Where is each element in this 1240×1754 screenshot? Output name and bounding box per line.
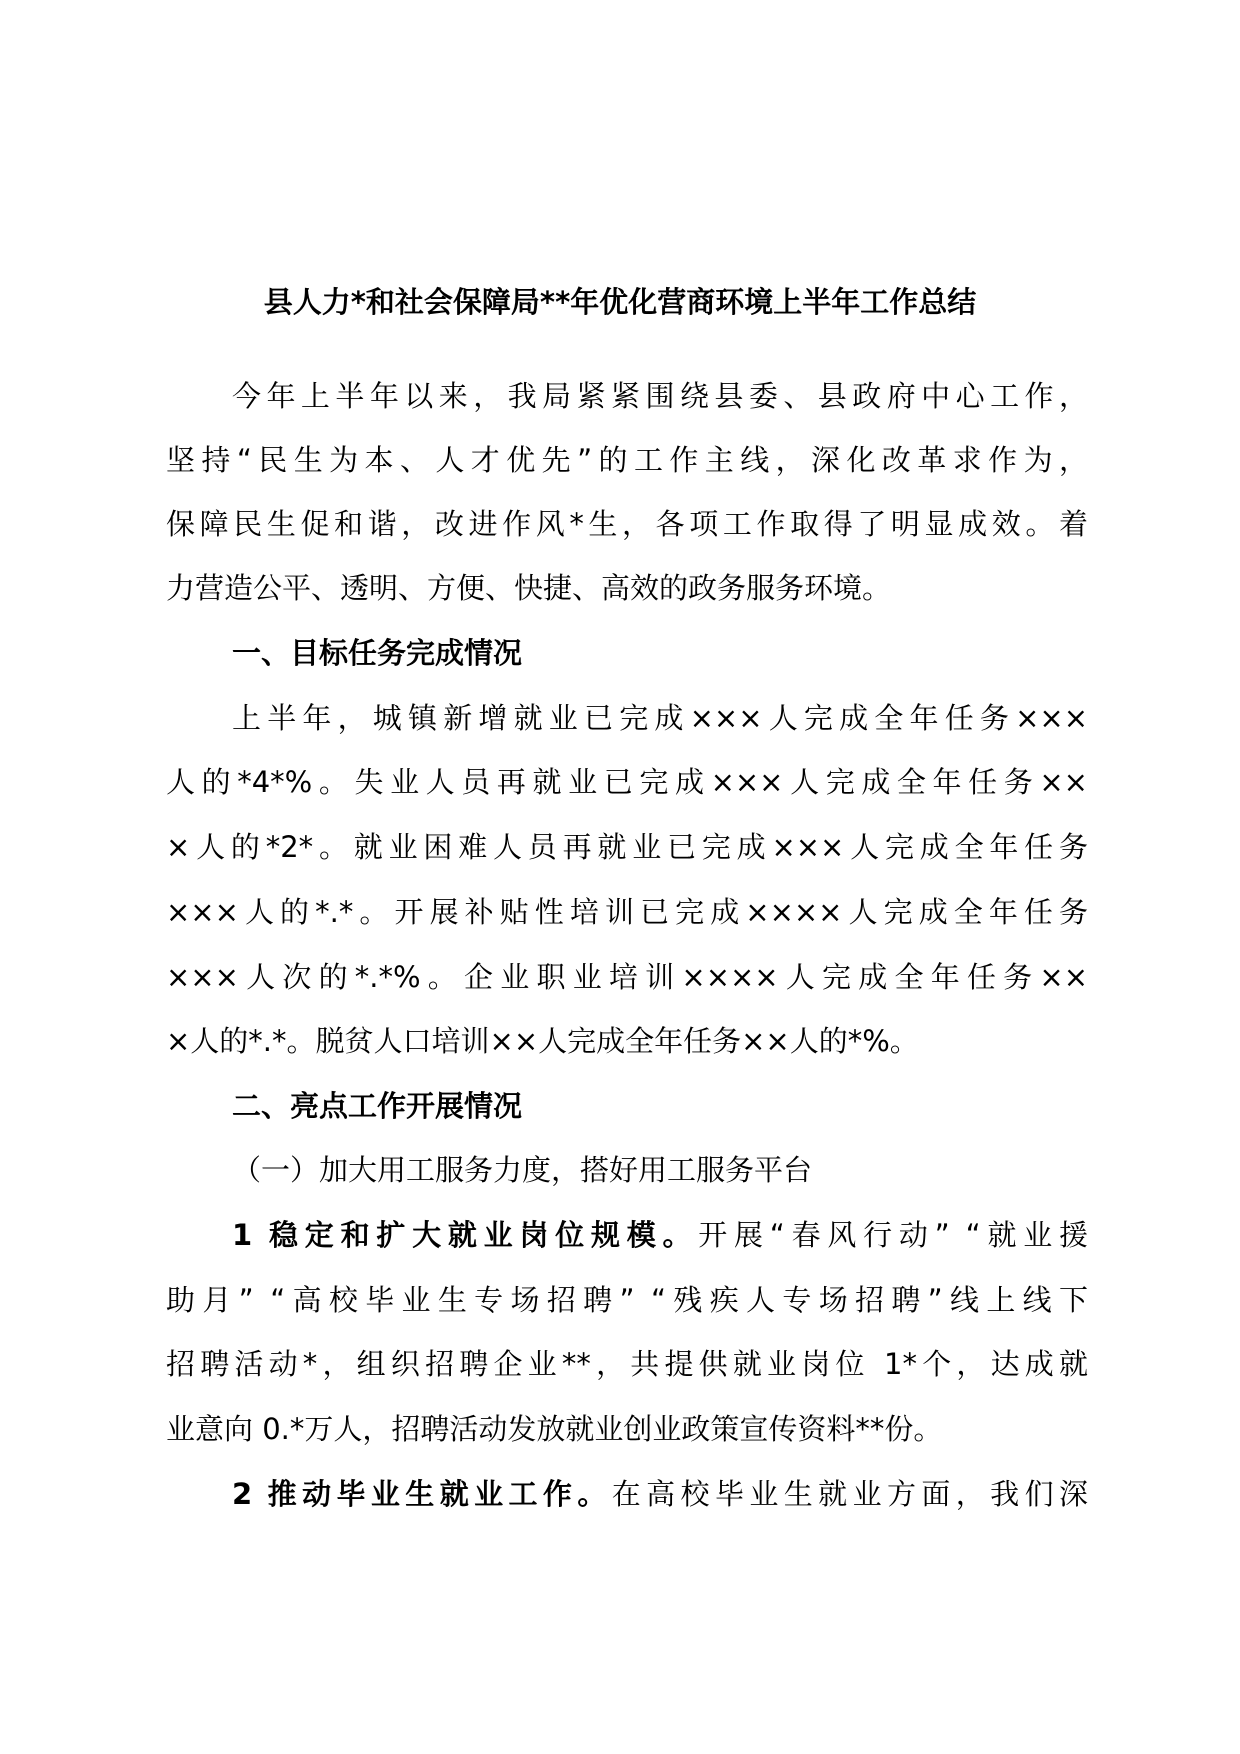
intro-line: 保障民生促和谐，改进作风*生，各项工作取得了明显成效。着 bbox=[166, 507, 1088, 541]
section1-line: ×人的*2*。就业困难人员再就业已完成×××人完成全年任务 bbox=[166, 830, 1088, 864]
intro-line: 力营造公平、透明、方便、快捷、高效的政务服务环境。 bbox=[166, 571, 892, 605]
item2-text: 在高校毕业生就业方面，我们深 bbox=[611, 1477, 1088, 1511]
section1-line: 上半年，城镇新增就业已完成×××人完成全年任务××× bbox=[232, 701, 1088, 735]
section-heading-1: 一、目标任务完成情况 bbox=[232, 636, 523, 670]
item1-text: 开展“春风行动” “就业援 bbox=[698, 1218, 1088, 1252]
item1-line: 助月” “高校毕业生专场招聘” “残疾人专场招聘”线上线下 bbox=[166, 1283, 1088, 1317]
section1-line: ×人的*.*。脱贫人口培训××人完成全年任务××人的*%。 bbox=[166, 1024, 919, 1058]
subsection-heading: （一）加大用工服务力度，搭好用工服务平台 bbox=[232, 1153, 813, 1187]
document-title: 县人力*和社会保障局**年优化营商环境上半年工作总结 bbox=[263, 285, 977, 319]
section1-line: ×××人的*.*。开展补贴性培训已完成××××人完成全年任务 bbox=[166, 895, 1088, 929]
item1-line: 业意向 0.*万人，招聘活动发放就业创业政策宣传资料**份。 bbox=[166, 1412, 943, 1446]
section1-line: ×××人次的*.*%。企业职业培训××××人完成全年任务×× bbox=[166, 960, 1088, 994]
section-heading-2: 二、亮点工作开展情况 bbox=[232, 1089, 523, 1123]
item1-line: 招聘活动*，组织招聘企业**，共提供就业岗位 1*个，达成就 bbox=[166, 1347, 1088, 1381]
intro-line: 坚持“民生为本、人才优先”的工作主线，深化改革求作为， bbox=[166, 443, 1088, 477]
intro-line: 今年上半年以来，我局紧紧围绕县委、县政府中心工作， bbox=[232, 379, 1088, 413]
item2-first-line bbox=[232, 1474, 1088, 1514]
section1-line: 人的*4*%。失业人员再就业已完成×××人完成全年任务×× bbox=[166, 765, 1088, 799]
item1-title: 1 稳定和扩大就业岗位规模。 bbox=[232, 1218, 699, 1252]
item2-title: 2 推动毕业生就业工作。 bbox=[232, 1477, 612, 1511]
item1-first-line bbox=[232, 1215, 1088, 1255]
